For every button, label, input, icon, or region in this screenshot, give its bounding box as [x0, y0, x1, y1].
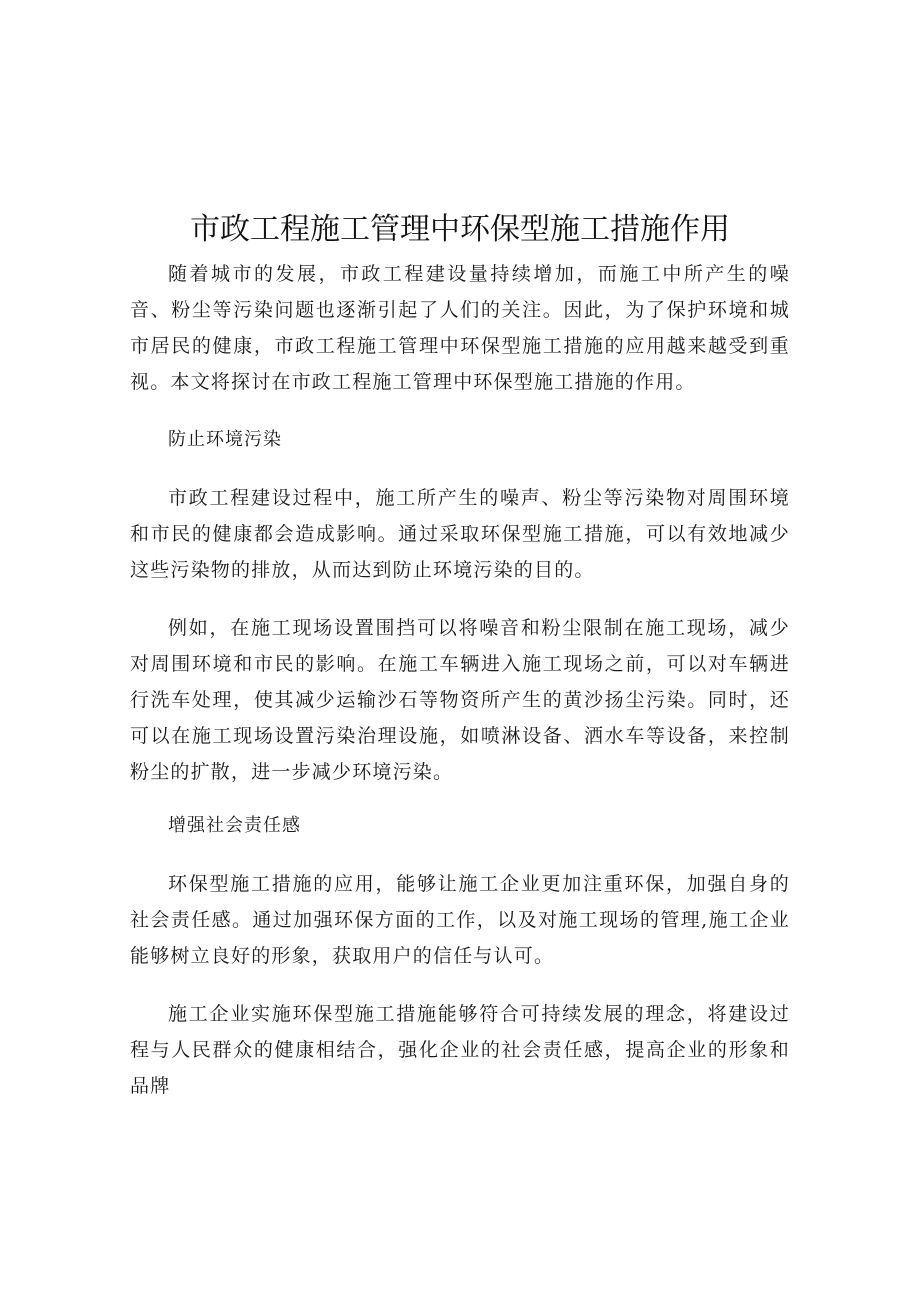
section-heading-responsibility: 增强社会责任感 [168, 815, 301, 836]
intro-paragraph: 随着城市的发展，市政工程建设量持续增加，而施工中所产生的噪音、粉尘等污染问题也逐渐引起了人们的关注。因此，为了保护环境和城市居民的健康，市政工程施工管理中环保型施工措施的应用越来越受到重视。本文将探讨在市政工程施工管理中环保型施工措施的作用。 [130, 263, 790, 393]
section-heading-pollution: 防止环境污染 [168, 429, 282, 450]
sustainability-paragraph: 施工企业实施环保型施工措施能够符合可持续发展的理念，将建设过程与人民群众的健康相结合，强化企业的社会责任感，提高企业的形象和品牌 [130, 1003, 790, 1097]
pollution-paragraph: 市政工程建设过程中，施工所产生的噪声、粉尘等污染物对周围环境和市民的健康都会造成影响。通过采取环保型施工措施，可以有效地减少这些污染物的排放，从而达到防止环境污染的目的。 [130, 487, 790, 581]
responsibility-paragraph: 环保型施工措施的应用，能够让施工企业更加注重环保，加强自身的社会责任感。通过加强环保方面的工作，以及对施工现场的管理,施工企业能够树立良好的形象，获取用户的信任与认可。 [130, 873, 790, 967]
example-paragraph: 例如，在施工现场设置围挡可以将噪音和粉尘限制在施工现场，减少对周围环境和市民的影响。在施工车辆进入施工现场之前，可以对车辆进行洗车处理，使其减少运输沙石等物资所产生的黄沙扬尘污染。同时，还可以在施工现场设置污染治理设施，如喷淋设备、洒水车等设备，来控制粉尘的扩散，进一步减少环境污染。 [130, 617, 790, 783]
document-body [130, 256, 790, 1104]
document-title: 市政工程施工管理中环保型施工措施作用 [190, 212, 730, 247]
